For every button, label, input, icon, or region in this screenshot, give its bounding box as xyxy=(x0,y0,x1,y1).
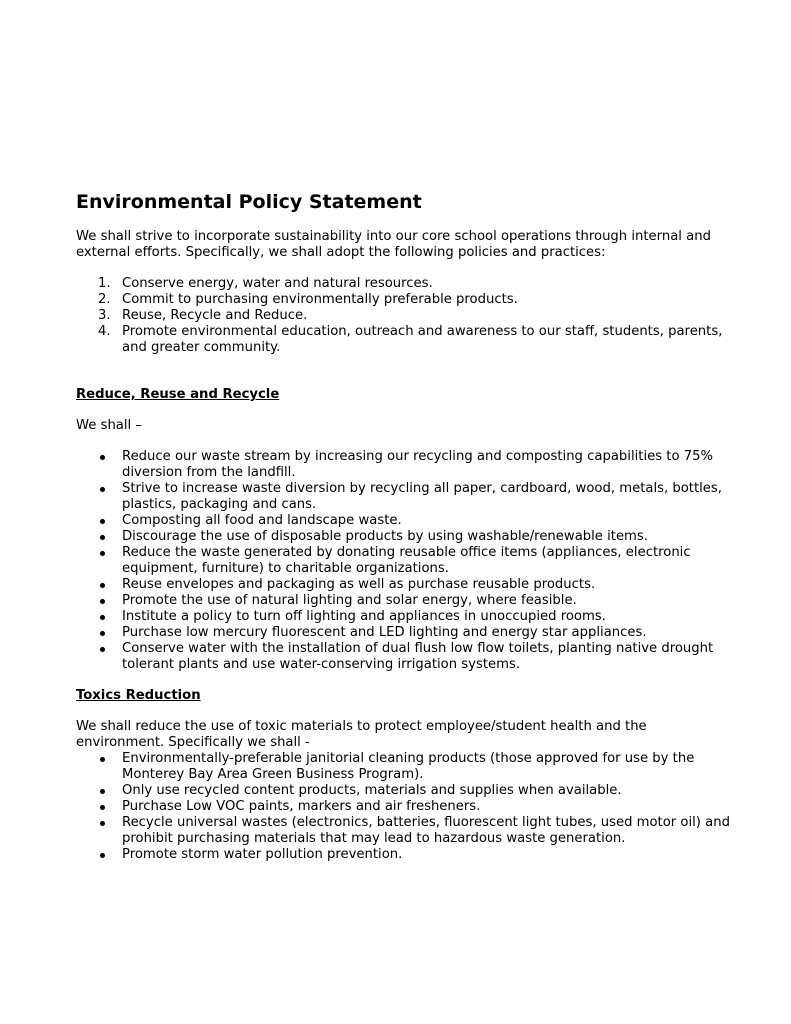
policy-item xyxy=(76,292,736,308)
bullet-icon xyxy=(100,821,105,826)
policy-item xyxy=(76,308,736,324)
policy-item xyxy=(76,324,736,356)
list-item-text: Only use recycled content products, materials and supplies when available. xyxy=(122,783,622,798)
policy-list xyxy=(76,276,736,356)
list-item-text: Composting all food and landscape waste. xyxy=(122,513,402,528)
section-heading-reduce-reuse-recycle: Reduce, Reuse and Recycle xyxy=(76,387,280,402)
list-item-text: Reduce the waste generated by donating reusable office items (appliances, electronic equipment, furniture) to charitable organizations. xyxy=(122,545,691,576)
list-item xyxy=(76,577,736,593)
list-item xyxy=(76,799,736,815)
list-item-text: Conserve water with the installation of dual flush low flow toilets, planting native drought tolerant plants and use water-conserving irrigation systems. xyxy=(122,641,714,672)
list-item xyxy=(76,847,736,863)
list-item xyxy=(76,481,736,513)
bullet-icon xyxy=(100,789,105,794)
list-item-text: Discourage the use of disposable products by using washable/renewable items. xyxy=(122,529,648,544)
bullet-icon xyxy=(100,551,105,556)
intro-paragraph: We shall strive to incorporate sustainability into our core school operations through internal and external efforts. Specifically, we shall adopt the following policies and practices: xyxy=(76,229,711,260)
reduce-list xyxy=(76,449,736,673)
section-heading-toxics-reduction: Toxics Reduction xyxy=(76,688,201,703)
list-item xyxy=(76,815,736,847)
page-title: Environmental Policy Statement xyxy=(76,191,422,213)
list-item-text: Strive to increase waste diversion by recycling all paper, cardboard, wood, metals, bottles, plastics, packaging and cans. xyxy=(122,481,722,512)
policy-text: Conserve energy, water and natural resources. xyxy=(122,276,433,291)
list-item-text: Purchase Low VOC paints, markers and air fresheners. xyxy=(122,799,481,814)
list-item-text: Recycle universal wastes (electronics, batteries, fluorescent light tubes, used motor oil) and prohibit purchasing materials that may lead to hazardous waste generation. xyxy=(122,815,730,846)
list-item xyxy=(76,783,736,799)
section-lead: We shall reduce the use of toxic materials to protect employee/student health and the environment. Specifically we shall - xyxy=(76,719,647,750)
bullet-icon xyxy=(100,631,105,636)
policy-text: Reuse, Recycle and Reduce. xyxy=(122,308,308,323)
section-lead: We shall – xyxy=(76,418,142,433)
policy-text: Promote environmental education, outreach and awareness to our staff, students, parents, and greater community. xyxy=(122,324,723,355)
bullet-icon xyxy=(100,805,105,810)
bullet-icon xyxy=(100,757,105,762)
list-item xyxy=(76,751,736,783)
toxics-list xyxy=(76,751,736,863)
list-item-text: Promote storm water pollution prevention. xyxy=(122,847,403,862)
policy-number: 4. xyxy=(98,324,111,339)
policy-number: 1. xyxy=(98,276,111,291)
list-item-text: Purchase low mercury fluorescent and LED lighting and energy star appliances. xyxy=(122,625,647,640)
list-item-text: Environmentally-preferable janitorial cleaning products (those approved for use by the Monterey Bay Area Green Business Program). xyxy=(122,751,695,782)
list-item xyxy=(76,641,736,673)
bullet-icon xyxy=(100,519,105,524)
policy-document xyxy=(76,190,736,863)
policy-item xyxy=(76,276,736,292)
list-item-text: Promote the use of natural lighting and solar energy, where feasible. xyxy=(122,593,577,608)
bullet-icon xyxy=(100,615,105,620)
list-item-text: Reuse envelopes and packaging as well as purchase reusable products. xyxy=(122,577,596,592)
list-item xyxy=(76,449,736,481)
bullet-icon xyxy=(100,853,105,858)
list-item xyxy=(76,609,736,625)
list-item xyxy=(76,513,736,529)
bullet-icon xyxy=(100,455,105,460)
policy-number: 3. xyxy=(98,308,111,323)
bullet-icon xyxy=(100,647,105,652)
list-item xyxy=(76,593,736,609)
bullet-icon xyxy=(100,535,105,540)
bullet-icon xyxy=(100,583,105,588)
list-item-text: Institute a policy to turn off lighting and appliances in unoccupied rooms. xyxy=(122,609,606,624)
list-item xyxy=(76,529,736,545)
list-item xyxy=(76,545,736,577)
bullet-icon xyxy=(100,487,105,492)
list-item xyxy=(76,625,736,641)
bullet-icon xyxy=(100,599,105,604)
list-item-text: Reduce our waste stream by increasing our recycling and composting capabilities to 75% diversion from the landfill. xyxy=(122,449,714,480)
policy-text: Commit to purchasing environmentally preferable products. xyxy=(122,292,518,307)
policy-number: 2. xyxy=(98,292,111,307)
